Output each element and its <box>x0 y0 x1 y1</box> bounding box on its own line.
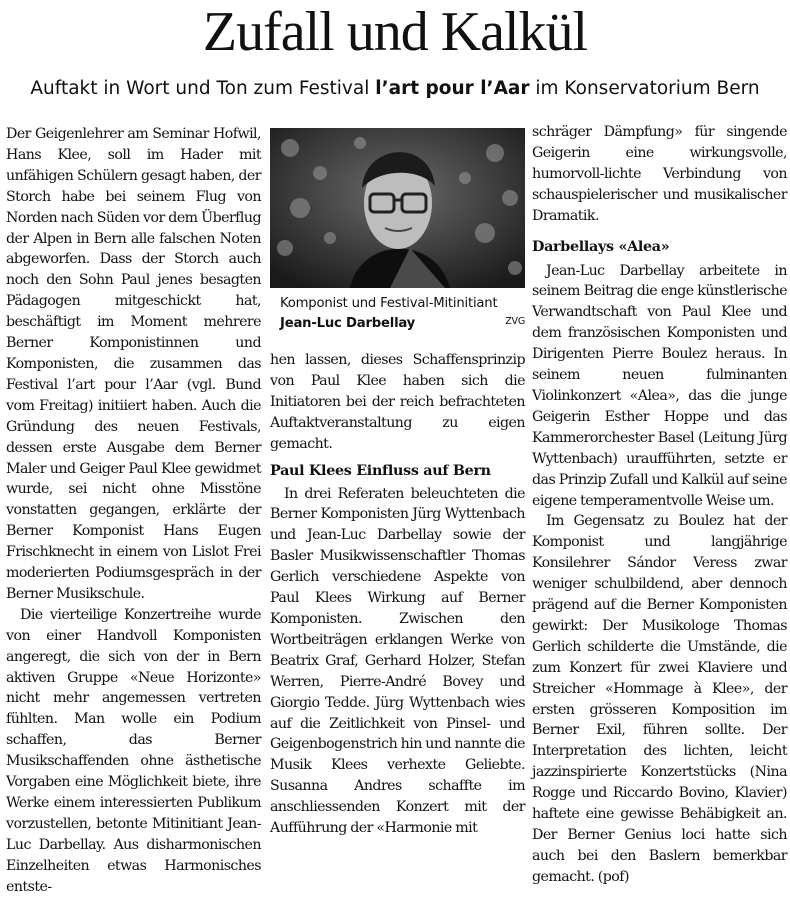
paragraph-2-part-2: hen lassen, dieses Schaffensprinzip von Paul Klee haben sich die Initiatoren bei der reich befrachteten Auftaktveranstaltung zu eigen gemacht. <box>270 352 525 452</box>
subheading-klee-influence: Paul Klees Einfluss auf Bern <box>270 462 491 479</box>
caption-name: Jean-Luc Darbellay <box>280 316 416 331</box>
festival-name: l’art pour l’Aar <box>375 78 530 99</box>
subheadline <box>0 76 790 102</box>
caption-text: Komponist und Festival-Mitinitiant <box>280 296 498 311</box>
photo-caption <box>280 294 525 334</box>
paragraph-4: Jean-Luc Darbellay arbeitete in seinem Beitrag die enge künstlerische Verwandtschaft von Paul Klee und dem französischen Komponisten und Dirigenten Pierre Boulez heraus. In seinem neuen fulminanten Violinkonzert «Alea», das die junge Geigerin Esther Hoppe und das Kammerorchester Basel (Leitung Jürg Wyttenbach) uraufführten, setzte er das Prinzip Zufall und Kalkül auf seine eigene temperamentvolle Weise um. <box>532 262 787 509</box>
paragraph-3-part-2: schräger Dämpfung» für singende Geigerin eine wirkungsvolle, humorvoll-lichte Verbindung von schauspielerischer und musikalischer Dramatik. <box>532 124 787 224</box>
subheading-alea: Darbellays «Alea» <box>532 238 670 255</box>
column-3 <box>532 122 787 888</box>
portrait-photo <box>270 128 525 288</box>
column-2 <box>270 350 525 839</box>
paragraph-5: Im Gegensatz zu Boulez hat der Komponist und langjährige Konsilehrer Sándor Veress zwar weniger schulbildend, aber dennoch prägend auf die Berner Komponisten gewirkt: Der Musikologe Thomas Gerlich schilderte die Umstände, die zum Konzert für zwei Klaviere und Streicher «Hommage à Klee», der ersten grösseren Komposition im Berner Exil, führen sollte. Der Interpretation des lichten, leicht jazzinspirierte Konzertstücks (Nina Rogge und Riccardo Bovino, Klavier) haftete eine gewisse Behäbigkeit an. Der Berner Genius loci hatte sich auch bei den Baslern bemerkbar gemacht. (pof) <box>532 513 787 885</box>
photo-credit: ZVG <box>505 316 525 327</box>
paragraph-1: Der Geigenlehrer am Seminar Hofwil, Hans Klee, soll im Hader mit unfähigen Schülern gesagt haben, der Storch habe bei seinem Flug von Norden nach Süden vor dem Überflug der Alpen in Bern alle falschen Noten abgeworfen. Dass der Storch auch noch den Sohn Paul jenes besagten Pädagogen mitgeschickt hat, beschäftigt im Moment mehrere Berner Komponistinnen und Komponisten, die zusammen das Festival l’art pour l’Aar (vgl. Bund vom Freitag) initiiert haben. Auch die Gründung des neuen Festivals, dessen erste Ausgabe dem Berner Maler und Geiger Paul Klee gewidmet wurde, sei nicht ohne Misstöne vonstatten gegangen, erklärte der Berner Komponist Hans Eugen Frischknecht in einem von Lislot Frei moderierten Podiumsgespräch in der Berner Musikschule. <box>6 126 261 602</box>
subhead-text-pre: Auftakt in Wort und Ton zum Festival <box>30 78 376 99</box>
paragraph-2-part-1: Die vierteilige Konzertreihe wurde von einer Handvoll Komponisten angeregt, die sich von der in Bern aktiven Gruppe «Neue Horizonte» nicht mehr angemessen vertreten fühlten. Man wolle ein Podium schaffen, das Berner Musikschaffenden ohne ästhetische Vorgaben eine Möglichkeit biete, ihre Werke einem interessierten Publikum vorzustellen, betonte Mitinitiant Jean-Luc Darbellay. Aus disharmonischen Einzelheiten etwas Harmonisches entste- <box>6 606 261 895</box>
portrait-image-icon <box>270 128 525 288</box>
subhead-text-post: im Konservatorium Bern <box>529 78 760 99</box>
column-1 <box>6 124 261 898</box>
headline: Zufall und Kalkül <box>202 1 588 63</box>
paragraph-3-part-1: In drei Referaten beleuchteten die Berner Komponisten Jürg Wyttenbach und Jean-Luc Darbellay sowie der Basler Musikwissenschaftler Thomas Gerlich verschiedene Aspekte von Paul Klees Wirkung auf Berner Komponisten. Zwischen den Wortbeiträgen erklangen Werke von Beatrix Graf, Gerhard Holzer, Stefan Werren, Pierre-André Bovey und Giorgio Tedde. Jürg Wyttenbach wies auf die Zeitlichkeit von Pinsel- und Geigenbogenstrich hin und nannte die Musik Klees verhexte Geliebte. Susanna Andres schaffte im anschliessenden Konzert mit der Aufführung der «Harmonie mit <box>270 485 525 837</box>
